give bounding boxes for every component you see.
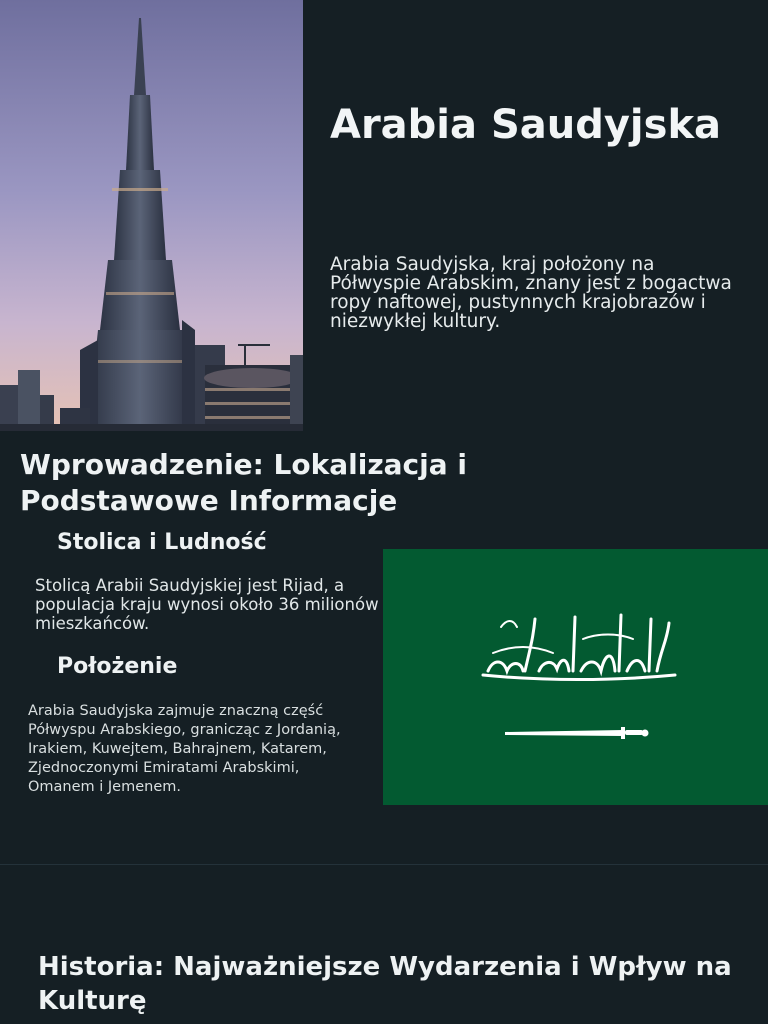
location-heading: Położenie <box>57 654 178 679</box>
page-title: Arabia Saudyjska <box>330 102 722 148</box>
section-divider <box>0 864 768 865</box>
intro-paragraph: Arabia Saudyjska, kraj położony na Półwyspie Arabskim, znany jest z bogactwa ropy naftowej, pustynnych krajobrazów i niezwykłej kultury. <box>330 254 732 332</box>
introduction-section-heading: Wprowadzenie: Lokalizacja i Podstawowe Informacje <box>20 448 467 517</box>
location-text: Arabia Saudyjska zajmuje znaczną część Półwyspu Arabskiego, granicząc z Jordanią, Irakiem, Kuwejtem, Bahrajnem, Katarem, Zjednoczonymi Emiratami Arabskimi, Omanem i Jemenem. <box>28 703 341 795</box>
hero-photo <box>0 0 303 431</box>
capital-population-heading: Stolica i Ludność <box>57 530 267 555</box>
saudi-arabia-flag <box>383 549 768 805</box>
capital-population-text: Stolicą Arabii Saudyjskiej jest Rijad, a populacja kraju wynosi około 36 milionów mieszkańców. <box>35 576 379 633</box>
history-section-heading: Historia: Najważniejsze Wydarzenia i Wpływ na Kulturę <box>38 952 732 1016</box>
